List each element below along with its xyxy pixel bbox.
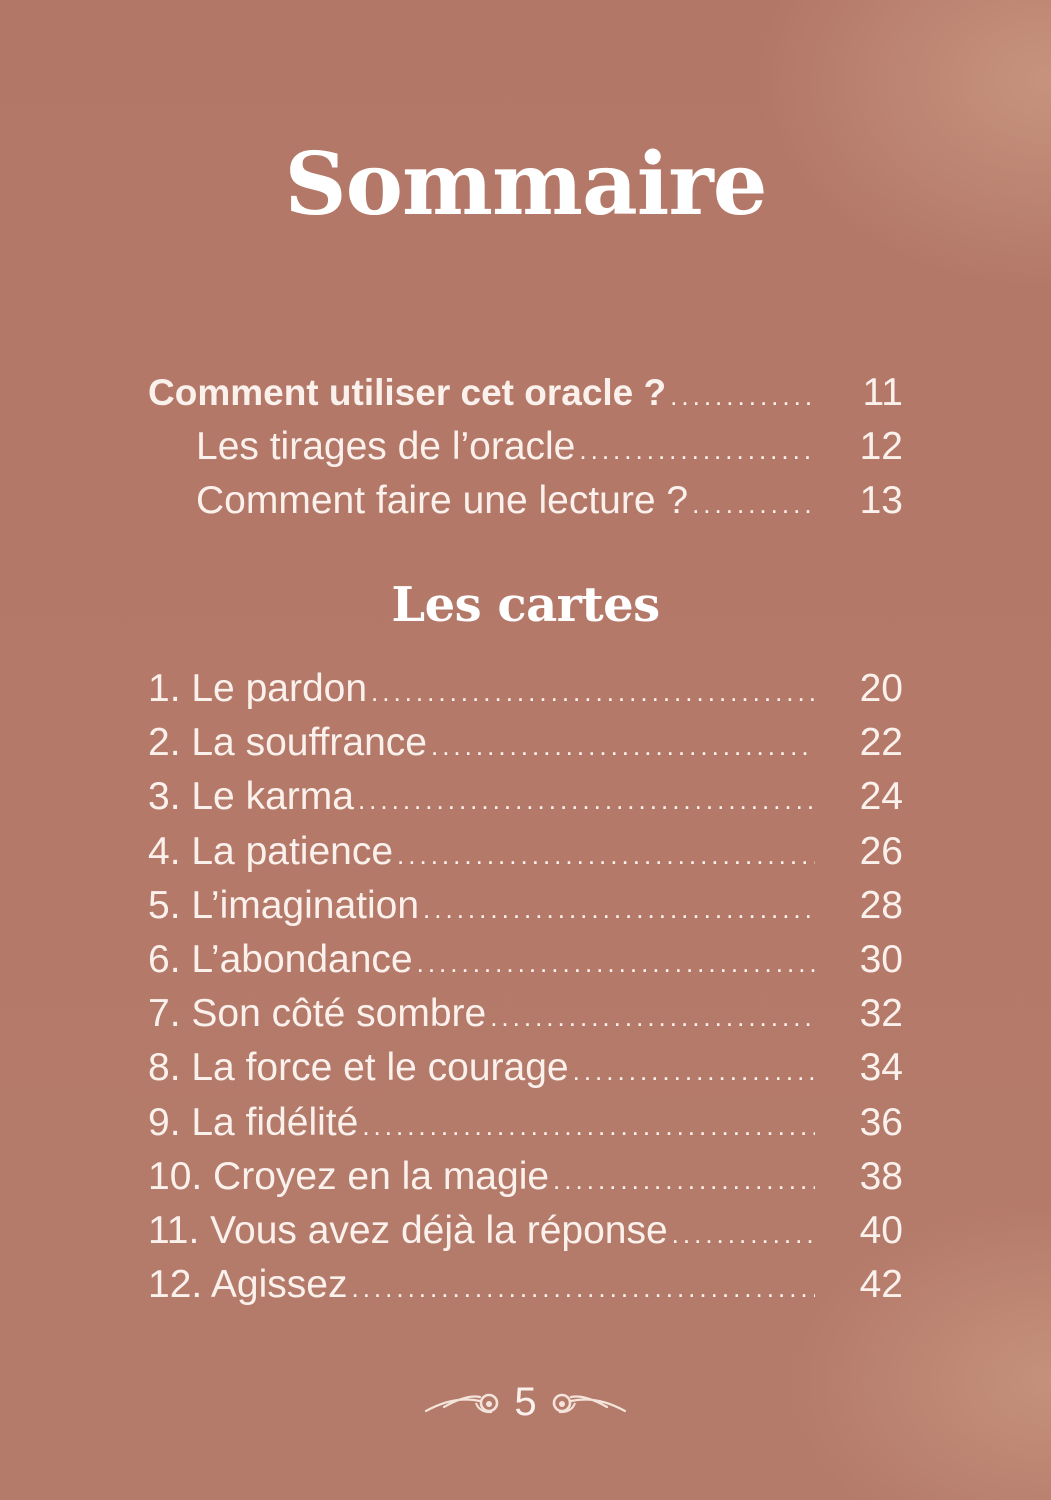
toc-entry bbox=[148, 716, 903, 770]
toc-entry-label: 4. La patience bbox=[148, 829, 394, 873]
dot-leader bbox=[417, 936, 815, 990]
toc-entry-page: 12 bbox=[859, 425, 903, 469]
toc-entry bbox=[148, 1258, 903, 1312]
toc-entry bbox=[148, 420, 903, 474]
dot-leader bbox=[423, 882, 815, 936]
flourish-left-icon bbox=[424, 1387, 506, 1417]
toc-entry-page: 30 bbox=[859, 937, 903, 981]
toc-entry bbox=[148, 662, 903, 716]
toc-entry-page: 24 bbox=[859, 775, 903, 819]
toc-entry-page: 36 bbox=[859, 1100, 903, 1144]
dot-leader bbox=[351, 1261, 815, 1315]
toc-entry bbox=[148, 933, 903, 987]
toc-entry-label: 5. L’imagination bbox=[148, 883, 420, 927]
flourish-right-icon bbox=[545, 1387, 627, 1417]
toc-entry-page: 22 bbox=[859, 721, 903, 765]
toc-entry-page: 40 bbox=[859, 1208, 903, 1252]
dot-leader bbox=[397, 828, 815, 882]
dot-leader bbox=[573, 1044, 815, 1098]
toc-entry-label: 1. Le pardon bbox=[148, 667, 368, 710]
toc-entry bbox=[148, 1204, 903, 1258]
toc-intro-list bbox=[148, 366, 903, 529]
toc-entry bbox=[148, 879, 903, 933]
dot-leader bbox=[670, 369, 815, 423]
toc-entry bbox=[148, 366, 903, 420]
toc-cards-list bbox=[148, 662, 903, 1312]
toc-entry-label: 7. Son côté sombre bbox=[148, 992, 487, 1036]
toc-entry-label: 11. Vous avez déjà la réponse bbox=[148, 1208, 668, 1252]
toc-entry bbox=[148, 770, 903, 824]
toc-entry-page: 32 bbox=[859, 992, 903, 1036]
page-footer bbox=[0, 1374, 1051, 1430]
toc-entry-label: 6. L’abondance bbox=[148, 937, 413, 981]
toc-entry-page: 20 bbox=[859, 667, 903, 710]
toc-entry bbox=[148, 1096, 903, 1150]
toc-entry-label: 3. Le karma bbox=[148, 775, 354, 819]
dot-leader bbox=[431, 719, 815, 773]
toc-entry-page: 34 bbox=[859, 1046, 903, 1090]
toc-entry bbox=[148, 1041, 903, 1095]
page-title: Sommaire bbox=[284, 134, 767, 235]
dot-leader bbox=[371, 665, 815, 719]
toc-entry bbox=[148, 825, 903, 879]
toc-entry-label: 2. La souffrance bbox=[148, 721, 427, 765]
dot-leader bbox=[672, 1207, 815, 1261]
toc-entry-page: 42 bbox=[859, 1263, 903, 1307]
toc-entry-label: Comment utiliser cet oracle ? bbox=[148, 372, 667, 413]
toc-entry-label: 8. La force et le courage bbox=[148, 1046, 569, 1090]
toc-entry-page: 28 bbox=[859, 883, 903, 927]
section-title: Les cartes bbox=[391, 577, 660, 633]
toc-entry-page: 26 bbox=[859, 829, 903, 873]
toc-entry bbox=[148, 1150, 903, 1204]
toc-entry bbox=[148, 987, 903, 1041]
toc-entry-label: Comment faire une lecture ? bbox=[196, 479, 689, 523]
dot-leader bbox=[579, 423, 815, 477]
toc-entry-page: 38 bbox=[859, 1154, 903, 1198]
page-number: 5 bbox=[514, 1380, 537, 1424]
toc-entry-label: 10. Croyez en la magie bbox=[148, 1154, 550, 1198]
dot-leader bbox=[553, 1153, 815, 1207]
toc-entry-page: 13 bbox=[859, 479, 903, 523]
dot-leader bbox=[490, 990, 815, 1044]
toc-entry-label: 9. La fidélité bbox=[148, 1100, 359, 1144]
dot-leader bbox=[692, 477, 815, 531]
dot-leader bbox=[362, 1099, 815, 1153]
toc-entry bbox=[148, 474, 903, 528]
toc-entry-label: 12. Agissez bbox=[148, 1263, 348, 1307]
toc-entry-label: Les tirages de l’oracle bbox=[196, 425, 576, 469]
dot-leader bbox=[358, 773, 815, 827]
toc-entry-page: 11 bbox=[862, 371, 903, 414]
